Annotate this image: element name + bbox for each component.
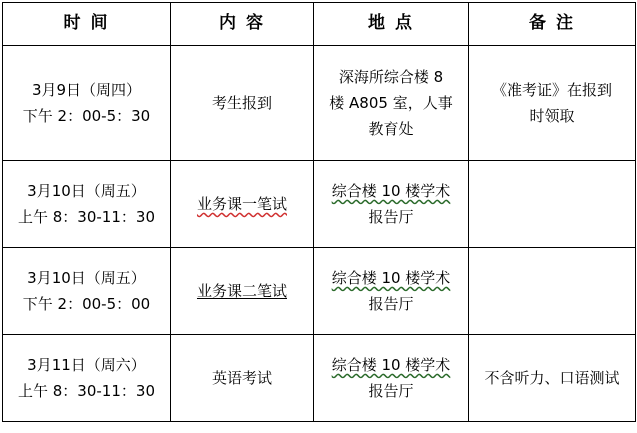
place-line: 报告厅 bbox=[368, 295, 414, 313]
column-header-remark: 备 注 bbox=[469, 3, 636, 46]
exam-schedule-table bbox=[2, 2, 636, 422]
cell-content bbox=[171, 46, 314, 161]
column-header-time: 时 间 bbox=[3, 3, 171, 46]
cell-remark bbox=[469, 248, 636, 335]
place-line: 综合楼 10 楼学术 bbox=[331, 181, 451, 200]
content-line: 业务课一笔试 bbox=[196, 194, 287, 213]
place-line: 综合楼 10 楼学术 bbox=[331, 268, 451, 287]
cell-content bbox=[171, 161, 314, 248]
table-header-row bbox=[3, 3, 636, 46]
table-row bbox=[3, 335, 636, 422]
place-line: 综合楼 10 楼学术 bbox=[331, 355, 451, 374]
column-header-content: 内 容 bbox=[171, 3, 314, 46]
place-line: 教育处 bbox=[368, 120, 414, 139]
cell-time bbox=[3, 335, 171, 422]
cell-time bbox=[3, 46, 171, 161]
cell-remark bbox=[469, 161, 636, 248]
cell-place bbox=[314, 335, 469, 422]
time-line: 3月10日（周五） bbox=[27, 268, 146, 287]
cell-place bbox=[314, 161, 469, 248]
column-header-place: 地 点 bbox=[314, 3, 469, 46]
remark-line: 时领取 bbox=[529, 107, 575, 125]
time-line: 下午 2：00-5：00 bbox=[22, 295, 151, 313]
place-line: 楼 A805 室，人事 bbox=[329, 93, 453, 112]
place-line: 深海所综合楼 8 bbox=[338, 67, 444, 86]
table-row bbox=[3, 46, 636, 161]
cell-content bbox=[171, 248, 314, 335]
cell-time bbox=[3, 161, 171, 248]
cell-place bbox=[314, 46, 469, 161]
time-line: 下午 2：00-5：30 bbox=[22, 107, 151, 125]
table-row bbox=[3, 161, 636, 248]
time-line: 上午 8：30-11：30 bbox=[18, 382, 155, 400]
cell-time bbox=[3, 248, 171, 335]
content-line: 英语考试 bbox=[211, 368, 272, 387]
time-line: 3月9日（周四） bbox=[31, 80, 142, 99]
place-line: 报告厅 bbox=[368, 382, 414, 400]
cell-remark bbox=[469, 46, 636, 161]
table-row bbox=[3, 248, 636, 335]
place-line: 报告厅 bbox=[368, 208, 414, 226]
time-line: 上午 8：30-11：30 bbox=[18, 208, 155, 226]
remark-line: 《准考证》在报到 bbox=[491, 80, 612, 99]
time-line: 3月11日（周六） bbox=[27, 355, 146, 374]
cell-content bbox=[171, 335, 314, 422]
content-line: 考生报到 bbox=[211, 93, 272, 112]
content-line: 业务课二笔试 bbox=[196, 281, 287, 300]
time-line: 3月10日（周五） bbox=[27, 181, 146, 200]
remark-line: 不含听力、口语测试 bbox=[484, 368, 620, 387]
cell-place bbox=[314, 248, 469, 335]
cell-remark bbox=[469, 335, 636, 422]
